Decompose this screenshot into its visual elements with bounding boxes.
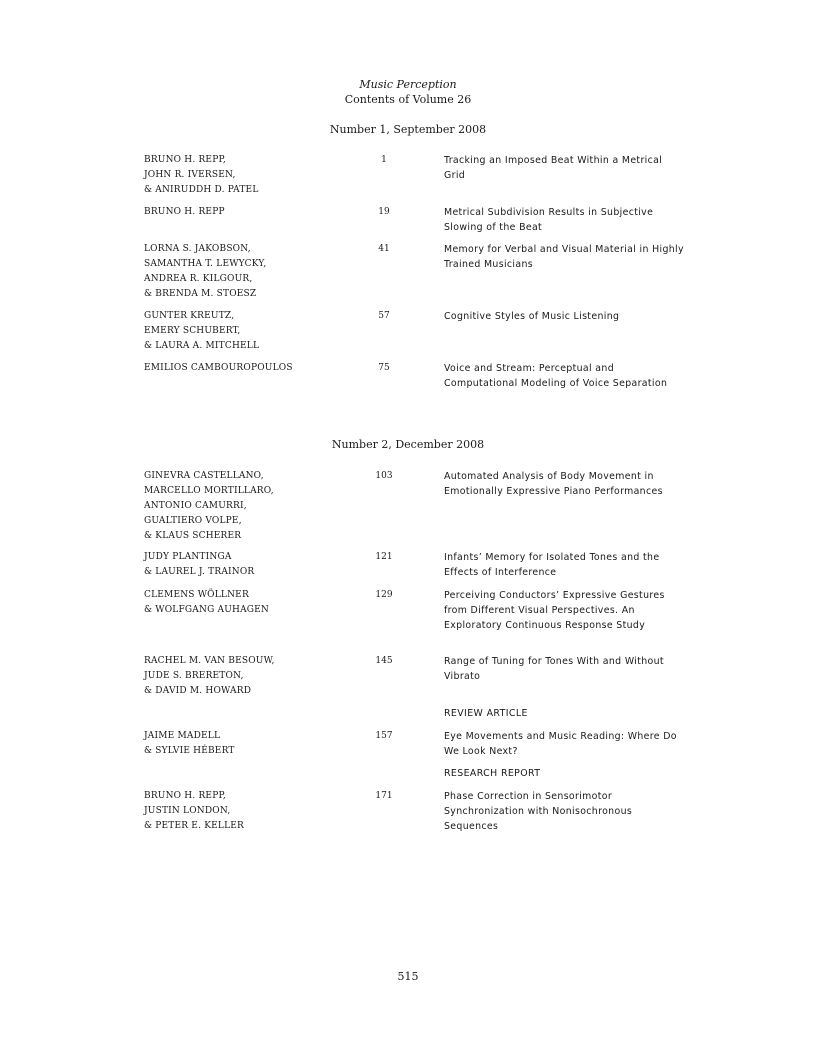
- author-name: & SYLVIE HÉBERT: [144, 746, 235, 756]
- entry-title: Phase Correction in Sensorimotor Synchronization with Nonisochronous Sequences: [444, 791, 633, 832]
- entry-page-number: 41: [378, 244, 390, 254]
- entry-authors: [144, 729, 364, 759]
- entry-page-number: 145: [375, 656, 393, 666]
- author-name: JUDE S. BRERETON,: [144, 671, 244, 681]
- author-name: RACHEL M. VAN BESOUW,: [144, 656, 275, 666]
- toc-entry: [0, 654, 816, 696]
- author-name: & LAUREL J. TRAINOR: [144, 567, 255, 577]
- volume-title: Contents of Volume 26: [344, 93, 472, 106]
- toc-entry: [0, 729, 816, 757]
- toc-entry: [0, 153, 816, 195]
- entry-title: Voice and Stream: Perceptual and Computational Modeling of Voice Separation: [444, 363, 668, 389]
- toc-entry: [0, 242, 816, 299]
- entry-authors: [144, 309, 364, 354]
- entry-authors: [144, 153, 364, 198]
- author-name: & LAURA A. MITCHELL: [144, 341, 260, 351]
- entry-page-number: 129: [375, 590, 393, 600]
- entry-authors: [144, 588, 364, 618]
- author-name: EMILIOS CAMBOUROPOULOS: [144, 363, 293, 373]
- issue-heading: Number 2, December 2008: [331, 438, 485, 451]
- entry-page-number: 157: [375, 731, 393, 741]
- entry-title: Automated Analysis of Body Movement in Emotionally Expressive Piano Performances: [444, 471, 663, 497]
- entry-authors: [144, 242, 364, 302]
- page-number: 515: [397, 970, 419, 983]
- author-name: GUNTER KREUTZ,: [144, 311, 235, 321]
- author-name: ANDREA R. KILGOUR,: [144, 274, 253, 284]
- author-name: & ANIRUDDH D. PATEL: [144, 185, 259, 195]
- entry-authors: [144, 205, 364, 220]
- entry-authors: [144, 654, 364, 699]
- entry-authors: [144, 789, 364, 834]
- entry-page-number: 171: [375, 791, 393, 801]
- author-name: & WOLFGANG AUHAGEN: [144, 605, 270, 615]
- entry-page-number: 121: [375, 552, 393, 562]
- entry-title: Cognitive Styles of Music Listening: [444, 311, 620, 322]
- author-name: JUSTIN LONDON,: [144, 806, 231, 816]
- entry-title: Perceiving Conductors’ Expressive Gestures from Different Visual Perspectives. An Exploratory Continuous Response Study: [444, 590, 665, 631]
- entry-page-number: 1: [381, 155, 387, 165]
- entry-title: Eye Movements and Music Reading: Where Do We Look Next?: [444, 731, 677, 757]
- author-name: JAIME MADELL: [144, 731, 221, 741]
- section-label-research-report: RESEARCH REPORT: [444, 768, 541, 779]
- section-label-review-article: REVIEW ARTICLE: [444, 708, 528, 719]
- entry-title: Range of Tuning for Tones With and Without Vibrato: [444, 656, 664, 682]
- author-name: ANTONIO CAMURRI,: [144, 501, 247, 511]
- entry-page-number: 75: [378, 363, 390, 373]
- entry-authors: [144, 550, 364, 580]
- toc-entry: [0, 588, 816, 631]
- author-name: CLEMENS WÖLLNER: [144, 590, 249, 600]
- entry-page-number: 19: [378, 207, 390, 217]
- entry-authors: [144, 361, 364, 376]
- author-name: EMERY SCHUBERT,: [144, 326, 241, 336]
- entry-page-number: 103: [375, 471, 393, 481]
- author-name: BRUNO H. REPP,: [144, 155, 226, 165]
- author-name: & DAVID M. HOWARD: [144, 686, 252, 696]
- author-name: & PETER E. KELLER: [144, 821, 244, 831]
- toc-entry: [0, 469, 816, 541]
- toc-entry: [0, 205, 816, 233]
- author-name: BRUNO H. REPP: [144, 207, 225, 217]
- toc-entry: [0, 309, 816, 351]
- author-name: & BRENDA M. STOESZ: [144, 289, 257, 299]
- author-name: JUDY PLANTINGA: [144, 552, 232, 562]
- entry-page-number: 57: [378, 311, 390, 321]
- entry-authors: [144, 469, 364, 544]
- author-name: LORNA S. JAKOBSON,: [144, 244, 251, 254]
- author-name: GUALTIERO VOLPE,: [144, 516, 242, 526]
- author-name: & KLAUS SCHERER: [144, 531, 242, 541]
- entry-title: Infants’ Memory for Isolated Tones and the Effects of Interference: [444, 552, 660, 578]
- toc-entry: [0, 550, 816, 578]
- entry-title: Tracking an Imposed Beat Within a Metrical Grid: [444, 155, 663, 181]
- author-name: BRUNO H. REPP,: [144, 791, 226, 801]
- author-name: JOHN R. IVERSEN,: [144, 170, 236, 180]
- journal-title: Music Perception: [359, 78, 457, 91]
- author-name: SAMANTHA T. LEWYCKY,: [144, 259, 267, 269]
- author-name: MARCELLO MORTILLARO,: [144, 486, 274, 496]
- entry-title: Metrical Subdivision Results in Subjective Slowing of the Beat: [444, 207, 654, 233]
- issue-heading: Number 1, September 2008: [329, 123, 487, 136]
- entry-title: Memory for Verbal and Visual Material in Highly Trained Musicians: [444, 244, 684, 270]
- toc-entry: [0, 361, 816, 389]
- author-name: GINEVRA CASTELLANO,: [144, 471, 264, 481]
- toc-entry: [0, 789, 816, 832]
